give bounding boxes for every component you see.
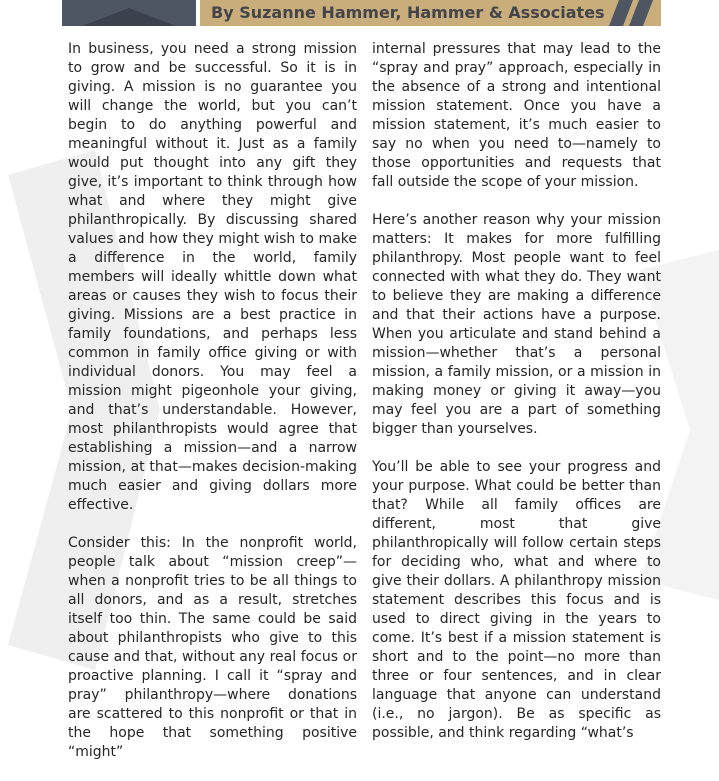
paragraph: You’ll be able to see your progress and your purpose. What could be better than that? While all family offices are different, most that give philanthropically will follow certain steps for deciding who, what and where to give their dollars. A philanthropy mission statement describes this focus and is used to direct giving in the years to come. It’s best if a mission statement is short and to the point—no more than three or four sentences, and in clear language that anyone can understand (i.e., no jargon). Be as specific as possible, and think regarding “what’s [372, 459, 661, 741]
paragraph: Here’s another reason why your mission matters: It makes for more fulfilling philanthropy. Most people want to feel connected with what they do. They want to believe they are making a difference and that their actions have a purpose. When you articulate and stand behind a mission—whether that’s a personal mission, a family mission, or a mission in making money or giving it away—you may feel you are a part of something bigger than yourselves. [372, 212, 661, 437]
chevron-decor-icon [62, 0, 196, 26]
article-column-left [68, 40, 357, 781]
paragraph: In business, you need a strong mission to grow and be successful. So it is in giving. A mission is no guarantee you will change the world, but you can’t begin to do anything powerful and meaningful without it. Just as a family would put thought into any gift they give, it’s important to think through how what and where they might give philanthropically. By discussing shared values and how they might wish to make a difference in the world, family members will ideally whittle down what areas or causes they wish to focus their giving. Missions are a best practice in family foundations, and perhaps less common in family office giving or with individual donors. You may feel a mission might pigeonhole your giving, and that’s understandable. However, most philanthropists would agree that establishing a mission—and a narrow mission, at that—makes decision-making much easier and giving dollars more effective. [68, 41, 357, 513]
header-dark-block [62, 0, 196, 26]
article-column-right [372, 40, 661, 762]
author-byline: By Suzanne Hammer, Hammer & Associates [211, 3, 605, 22]
stripes-decor-icon [595, 0, 661, 26]
byline-banner [200, 0, 661, 26]
paragraph: Consider this: In the nonprofit world, people talk about “mission creep”—when a nonprofit tries to be all things to all donors, and as a result, stretches itself too thin. The same could be said about philanthropists who give to this cause and that, without any real focus or proactive planning. I call it “spray and pray” philanthropy—where donations are scattered to this nonprofit or that in the hope that something positive “might” [68, 535, 357, 760]
paragraph: internal pressures that may lead to the “spray and pray” approach, especially in the absence of a strong and intentional mission statement. Once you have a mission statement, it’s much easier to say no when you need to—namely to those opportunities and requests that fall outside the scope of your mission. [372, 41, 661, 190]
